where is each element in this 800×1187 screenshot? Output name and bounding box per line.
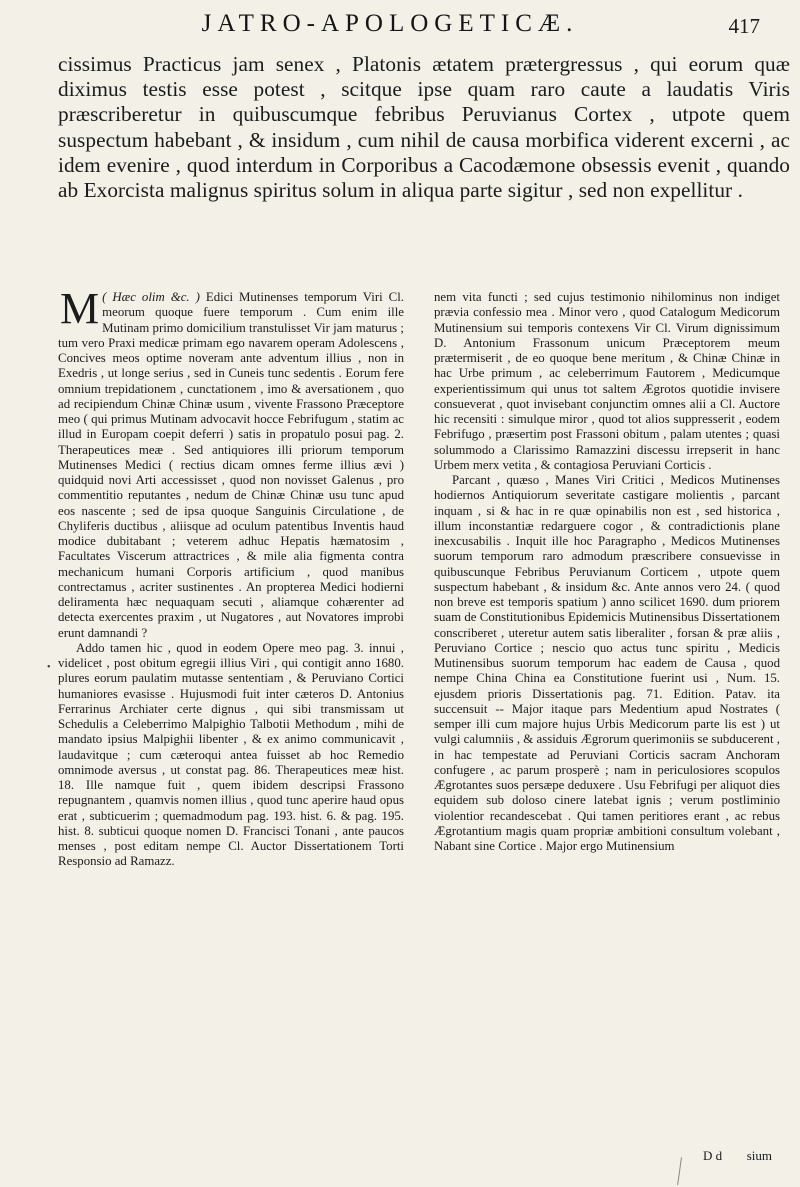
right-paragraph-2: Parcant , quæso , Manes Viri Critici , Medicos Mutinenses hodiernos Antiquiorum severitate castigare molientis , parcant inquam , si & hac in re quæ opinabilis non est , sed historica , illum inconstantiæ redarguere cogor , & contradictionis plane inexcusabilis . Inquit ille hoc Paragrapho , Medicos Mutinenses suorum temporum raro admodum præscribere consuevisse in quibuscunque Febribus Peruvianum Corticem , utpote quem suspectum habebant , & insidum &c. Ante annos vero 24. ( quod non breve est temporis spatium ) anno scilicet 1690. dum priorem suam de Constitutionibus Epidemicis Mutinensibus Dissertationem conscriberet , uteretur autem satis liberaliter , forsan & præ aliis , Peruviano Cortice ; nescio quo actus tunc spiritu , Medicis Mutinensibus suorum temporum hac eadem de Causa , quod nempe China China ea Constitutione fuerint usi , Num. 15. ejusdem prioris Dissertationis pag. 71. Edition. Patav. ita succensuit -- Major itaque pars Medentium apud Nostrates ( semper illi cum majore hujus Urbis Medicorum parte lis est ) ut vulgi calumniis , & assiduis Ægrorum querimoniis se subducerent , in hac tempestate ad Peruviani Corticis sacram Anchoram confugere , ac parum prosperè ; nam in periculosiores scopulos Ægrotantes suos persæpe deduxere . Usu Febrifugi per aliquot dies equidem sub doloso cinere latebat ignis ; verum postliminio violentior recandescebat . Qui tamen peritiores erant , ac rebus Ægrotantium magis quam propriæ ambitioni consultum volebant , Nabant sine Cortice . Major ergo Mutinensium bbox=[434, 473, 780, 853]
drop-cap: M bbox=[60, 284, 100, 333]
intro-paragraph bbox=[58, 52, 790, 203]
right-paragraph-1: nem vita functi ; sed cujus testimonio nihilominus non indiget prævia confessio mea . Minor vero , quod Catalogum Medicorum Mutinensium sui temporis contexens Vir Cl. Virum dignissimum D. Antonium Frassonum unicum Præceptorem meum prætermiserit , de eo quoque bene meritum , & Chinæ Chinæ in hac Urbe primum , ac celeberrimum Fautorem , Medicumque experientissimum qui unus tot saltem Ægrotos quotidie invisere consueverat , quot invisebant conjunctim omnes alii a Cl. Auctore hic recensiti : simulque miror , quod tot alios suppresserit , eodem Febrifugo , præsertim post Frassoni obitum , palam utentes ; quasi solummodo a Clarissimo Ramazzini discessu irrepserit in hanc Urbem merx vetita , & contagiosa Peruviani Corticis . bbox=[434, 290, 780, 472]
running-head bbox=[40, 10, 760, 44]
left-paragraph-1 bbox=[58, 284, 404, 641]
running-title: JATRO-APOLOGETICÆ. bbox=[201, 10, 579, 37]
intro-text: cissimus Practicus jam senex , Platonis ætatem prætergressus , qui eorum quæ diximus testis esse potest , scitque ipse quam raro caute a laudatis Viris præscriberetur in quibuscumque febribus Peruvianus Cortex , utpote quem suspectum habebant , & insidum , cum nihil de causa morbifica viderent excerni , ac idem evenire , quod interdum in Corporibus a Cacodæmone obsessis evenit , quando ab Exorcista malignus spiritus solum in aliqua parte sigitur , sed non expellitur . bbox=[58, 52, 790, 203]
signature-mark: D d bbox=[703, 1148, 723, 1163]
right-column bbox=[434, 290, 780, 854]
opening-label: ( Hæc olim &c. ) bbox=[102, 290, 200, 304]
catchword: sium bbox=[746, 1148, 772, 1163]
page-number: 417 bbox=[728, 14, 760, 38]
left-paragraph-1-text: Edici Mutinenses temporum Viri Cl. meorum quoque fuere temporum . Cum enim ille Mutinam primo domicilium transtulisset Vir jam maturus ; tum vero Praxi medicæ primam ego navarem operam Adolescens , Concives meos optime noveram ante adventum illius , non in Exedris , ut longe serius , sed in Cuneis tunc sedentis . Eorum fere omnium trepidationem , cunctationem , imo & aversationem , quo ad recipiendum Chinæ Chinæ usum , vivente Frassono Præceptore meo ( qui primus Mutinam advocavit hocce Febrifugum , statim ac illud in Europam coepit deferri ) satis in propatulo posui pag. 2. Therapeutices meæ . Sed antiquiores illi priorum temporum Mutinenses Medici ( rectius dicam omnes ferme illius ævi ) quidquid novi Arti accessisset , quod non novisset Galenus , pro commentitio reputantes , nedum de Chinæ Chinæ usu tunc apud eos nascente ; sed de ipsa quoque Sanguinis Circulatione , de Chyliferis ductibus , aliisque ad oculum patentibus Inventis haud modice dubitabant ; veterem adhuc Hepatis hæmatosim , Facultates Viscerum attractrices , & mile alia figmenta contra mechanicum humani Corporis artificium , quod manibus contrectamus , acriter sustinentes . An propterea Medici hodierni deliramenta hæc nequaquam secuti , aliamque cohærenter ad detecta exercentes praxim , ut Nugatores , aut Novatores improbi erunt damnandi ? bbox=[58, 290, 404, 640]
left-paragraph-2: Addo tamen hic , quod in eodem Opere meo pag. 3. innui , videlicet , post obitum egregii illius Viri , qui contigit anno 1680. plures eorum paulatim mutasse sententiam , & Peruviano Cortici humaniores evasisse . Hujusmodi fuit inter cæteros D. Antonius Ferrarinus Archiater certe dignus , qui sibi transmissam ut Schedulis a Celeberrimo Malpighio Talbotii Methodum , mihi de mandato ipsius Malpighii libenter , & ex animo communicavit , laudavitque ; cum cæteroqui antea fuisset ab hoc Remedio omnimode aversus , ut constat pag. 86. Therapeutices meæ hist. 18. Ille namque fuit , quem ibidem descripsi Frassono repugnantem , quamvis nomen illius , quod tunc aperire haud opus erat , subticuerim ; quemadmodum pag. 193. hist. 6. & pag. 195. hist. 8. subticui quoque nomen D. Francisci Tonani , ante paucos menses , post editam nempe Cl. Auctor Dissertationem Torti Responsio ad Ramazz. bbox=[58, 640, 404, 869]
pen-stroke bbox=[677, 1157, 694, 1187]
left-column bbox=[58, 284, 404, 870]
margin-bullet: • bbox=[47, 662, 51, 673]
